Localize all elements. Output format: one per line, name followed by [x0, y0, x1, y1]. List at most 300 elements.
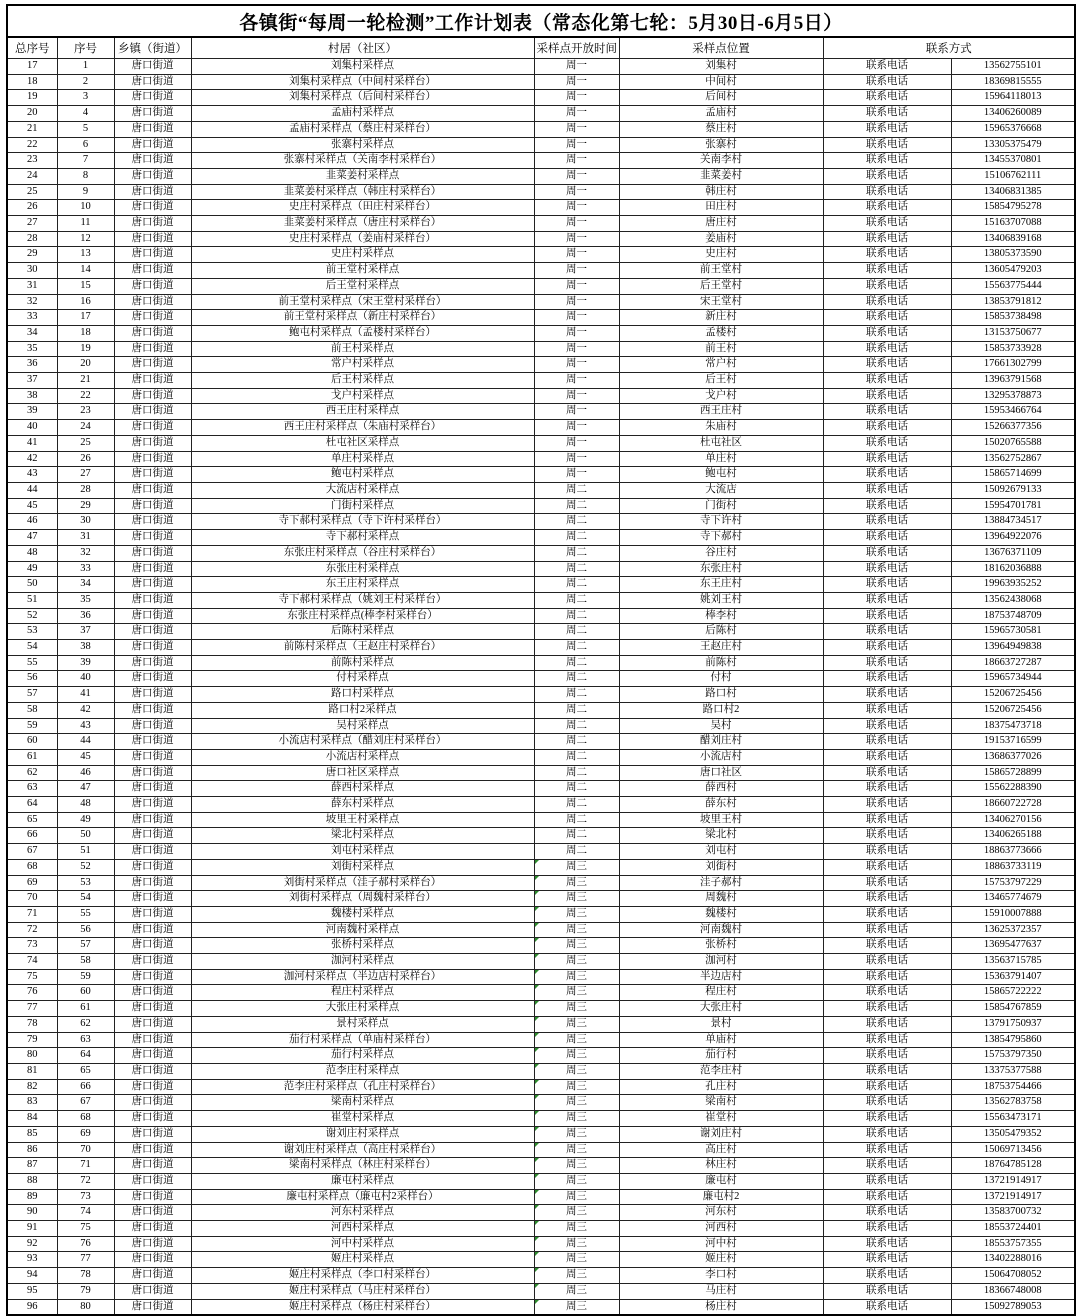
village-site-cell: 东张庄村采样点（谷庄村采样台）: [191, 545, 534, 561]
location-cell: 路口村2: [619, 702, 823, 718]
table-row: [7, 655, 1075, 671]
location-cell: 王赵庄村: [619, 640, 823, 656]
location-cell: 中间村: [619, 74, 823, 90]
table-row: [7, 1079, 1075, 1095]
total-index-cell: 29: [7, 247, 57, 263]
index-cell: 45: [57, 749, 114, 765]
table-row: [7, 1064, 1075, 1080]
day-cell: 周二: [534, 812, 619, 828]
contact-label-cell: 联系电话: [823, 373, 951, 389]
total-index-cell: 73: [7, 938, 57, 954]
location-cell: 关南李村: [619, 153, 823, 169]
location-cell: 景村: [619, 1016, 823, 1032]
day-cell: 周三: [534, 891, 619, 907]
table-row: [7, 1299, 1075, 1315]
township-cell: 唐口街道: [114, 624, 191, 640]
village-site-cell: 孟庙村采样点（蔡庄村采样台）: [191, 121, 534, 137]
day-cell: 周二: [534, 624, 619, 640]
contact-label-cell: 联系电话: [823, 1205, 951, 1221]
total-index-cell: 62: [7, 765, 57, 781]
phone-cell: 15562288390: [951, 781, 1075, 797]
index-cell: 75: [57, 1221, 114, 1237]
day-cell: 周二: [534, 734, 619, 750]
col-header-township: 乡镇（街道）: [114, 37, 191, 59]
phone-cell: 15092789053: [951, 1299, 1075, 1315]
contact-label-cell: 联系电话: [823, 451, 951, 467]
day-cell: 周三: [534, 938, 619, 954]
table-row: [7, 640, 1075, 656]
village-site-cell: 杜屯社区采样点: [191, 435, 534, 451]
total-index-cell: 22: [7, 137, 57, 153]
day-cell: 周一: [534, 325, 619, 341]
day-cell: 周一: [534, 231, 619, 247]
day-cell: 周一: [534, 106, 619, 122]
township-cell: 唐口街道: [114, 969, 191, 985]
index-cell: 48: [57, 797, 114, 813]
contact-label-cell: 联系电话: [823, 1001, 951, 1017]
location-cell: 朱庙村: [619, 420, 823, 436]
contact-label-cell: 联系电话: [823, 844, 951, 860]
township-cell: 唐口街道: [114, 655, 191, 671]
index-cell: 68: [57, 1111, 114, 1127]
location-cell: 寺下郝村: [619, 530, 823, 546]
day-cell: 周二: [534, 514, 619, 530]
township-cell: 唐口街道: [114, 545, 191, 561]
township-cell: 唐口街道: [114, 702, 191, 718]
index-cell: 11: [57, 216, 114, 232]
index-cell: 34: [57, 577, 114, 593]
contact-label-cell: 联系电话: [823, 1283, 951, 1299]
contact-label-cell: 联系电话: [823, 938, 951, 954]
index-cell: 17: [57, 310, 114, 326]
village-site-cell: 张寨村采样点: [191, 137, 534, 153]
location-cell: 后王堂村: [619, 278, 823, 294]
contact-label-cell: 联系电话: [823, 1252, 951, 1268]
village-site-cell: 前陈村采样点: [191, 655, 534, 671]
total-index-cell: 51: [7, 592, 57, 608]
location-cell: 谢刘庄村: [619, 1126, 823, 1142]
index-cell: 51: [57, 844, 114, 860]
total-index-cell: 86: [7, 1142, 57, 1158]
township-cell: 唐口街道: [114, 608, 191, 624]
location-cell: 唐口社区: [619, 765, 823, 781]
village-site-cell: 门街村采样点: [191, 498, 534, 514]
phone-cell: 18753754466: [951, 1079, 1075, 1095]
location-cell: 林庄村: [619, 1158, 823, 1174]
index-cell: 14: [57, 263, 114, 279]
table-row: [7, 1221, 1075, 1237]
location-cell: 棒李村: [619, 608, 823, 624]
index-cell: 39: [57, 655, 114, 671]
total-index-cell: 49: [7, 561, 57, 577]
location-cell: 前王村: [619, 341, 823, 357]
village-site-cell: 小流店村采样点: [191, 749, 534, 765]
village-site-cell: 史庄村采样点: [191, 247, 534, 263]
total-index-cell: 55: [7, 655, 57, 671]
table-row: [7, 1111, 1075, 1127]
index-cell: 70: [57, 1142, 114, 1158]
location-cell: 孔庄村: [619, 1079, 823, 1095]
day-cell: 周二: [534, 781, 619, 797]
total-index-cell: 57: [7, 687, 57, 703]
day-cell: 周三: [534, 1095, 619, 1111]
contact-label-cell: 联系电话: [823, 561, 951, 577]
table-row: [7, 90, 1075, 106]
index-cell: 80: [57, 1299, 114, 1315]
day-cell: 周三: [534, 1016, 619, 1032]
township-cell: 唐口街道: [114, 1158, 191, 1174]
location-cell: 魏楼村: [619, 906, 823, 922]
village-site-cell: 张桥村采样点: [191, 938, 534, 954]
township-cell: 唐口街道: [114, 985, 191, 1001]
index-cell: 30: [57, 514, 114, 530]
phone-cell: 13884734517: [951, 514, 1075, 530]
location-cell: 蔡庄村: [619, 121, 823, 137]
index-cell: 77: [57, 1252, 114, 1268]
location-cell: 河南魏村: [619, 922, 823, 938]
township-cell: 唐口街道: [114, 420, 191, 436]
township-cell: 唐口街道: [114, 388, 191, 404]
contact-label-cell: 联系电话: [823, 184, 951, 200]
village-site-cell: 河西村采样点: [191, 1221, 534, 1237]
day-cell: 周一: [534, 153, 619, 169]
table-row: [7, 608, 1075, 624]
table-row: [7, 1283, 1075, 1299]
location-cell: 半边店村: [619, 969, 823, 985]
township-cell: 唐口街道: [114, 640, 191, 656]
index-cell: 37: [57, 624, 114, 640]
contact-label-cell: 联系电话: [823, 1173, 951, 1189]
total-index-cell: 40: [7, 420, 57, 436]
contact-label-cell: 联系电话: [823, 812, 951, 828]
village-site-cell: 西王庄村采样点（朱庙村采样台）: [191, 420, 534, 436]
day-cell: 周三: [534, 1142, 619, 1158]
location-cell: 小流店村: [619, 749, 823, 765]
total-index-cell: 34: [7, 325, 57, 341]
phone-cell: 13562755101: [951, 59, 1075, 75]
col-header-total-index: 总序号: [7, 37, 57, 59]
index-cell: 55: [57, 906, 114, 922]
location-cell: 姬庄村: [619, 1252, 823, 1268]
total-index-cell: 87: [7, 1158, 57, 1174]
phone-cell: 15953466764: [951, 404, 1075, 420]
total-index-cell: 92: [7, 1236, 57, 1252]
location-cell: 刘屯村: [619, 844, 823, 860]
day-cell: 周二: [534, 640, 619, 656]
table-row: [7, 137, 1075, 153]
contact-label-cell: 联系电话: [823, 294, 951, 310]
township-cell: 唐口街道: [114, 59, 191, 75]
phone-cell: 18553724401: [951, 1221, 1075, 1237]
index-cell: 9: [57, 184, 114, 200]
township-cell: 唐口街道: [114, 765, 191, 781]
contact-label-cell: 联系电话: [823, 341, 951, 357]
total-index-cell: 25: [7, 184, 57, 200]
phone-cell: 15106762111: [951, 168, 1075, 184]
township-cell: 唐口街道: [114, 1064, 191, 1080]
phone-cell: 18663727287: [951, 655, 1075, 671]
location-cell: 廉屯村: [619, 1173, 823, 1189]
index-cell: 66: [57, 1079, 114, 1095]
day-cell: 周一: [534, 341, 619, 357]
contact-label-cell: 联系电话: [823, 608, 951, 624]
township-cell: 唐口街道: [114, 844, 191, 860]
location-cell: 大流店: [619, 482, 823, 498]
total-index-cell: 70: [7, 891, 57, 907]
table-row: [7, 216, 1075, 232]
index-cell: 62: [57, 1016, 114, 1032]
phone-cell: 15753797229: [951, 875, 1075, 891]
index-cell: 35: [57, 592, 114, 608]
phone-cell: 13406831385: [951, 184, 1075, 200]
index-cell: 32: [57, 545, 114, 561]
index-cell: 71: [57, 1158, 114, 1174]
plan-table-body: [7, 59, 1075, 1316]
index-cell: 52: [57, 859, 114, 875]
township-cell: 唐口街道: [114, 922, 191, 938]
table-row: [7, 781, 1075, 797]
index-cell: 29: [57, 498, 114, 514]
day-cell: 周二: [534, 655, 619, 671]
location-cell: 戈户村: [619, 388, 823, 404]
location-cell: 田庄村: [619, 200, 823, 216]
phone-cell: 15163707088: [951, 216, 1075, 232]
day-cell: 周一: [534, 90, 619, 106]
col-header-index: 序号: [57, 37, 114, 59]
township-cell: 唐口街道: [114, 1283, 191, 1299]
contact-label-cell: 联系电话: [823, 545, 951, 561]
day-cell: 周一: [534, 404, 619, 420]
total-index-cell: 17: [7, 59, 57, 75]
index-cell: 8: [57, 168, 114, 184]
index-cell: 61: [57, 1001, 114, 1017]
index-cell: 57: [57, 938, 114, 954]
table-row: [7, 985, 1075, 1001]
phone-cell: 15753797350: [951, 1048, 1075, 1064]
village-site-cell: 孟庙村采样点: [191, 106, 534, 122]
index-cell: 41: [57, 687, 114, 703]
table-row: [7, 184, 1075, 200]
village-site-cell: 常户村采样点: [191, 357, 534, 373]
phone-cell: 18366748008: [951, 1283, 1075, 1299]
village-site-cell: 前王堂村采样点（新庄村采样台）: [191, 310, 534, 326]
township-cell: 唐口街道: [114, 1205, 191, 1221]
total-index-cell: 91: [7, 1221, 57, 1237]
table-row: [7, 1001, 1075, 1017]
contact-label-cell: 联系电话: [823, 467, 951, 483]
index-cell: 53: [57, 875, 114, 891]
location-cell: 孟楼村: [619, 325, 823, 341]
column-header-row: [7, 37, 1075, 59]
phone-cell: 13153750677: [951, 325, 1075, 341]
table-row: [7, 891, 1075, 907]
table-row: [7, 875, 1075, 891]
day-cell: 周一: [534, 278, 619, 294]
table-row: [7, 1016, 1075, 1032]
phone-cell: 18863733119: [951, 859, 1075, 875]
township-cell: 唐口街道: [114, 184, 191, 200]
total-index-cell: 48: [7, 545, 57, 561]
location-cell: 韭菜姜村: [619, 168, 823, 184]
total-index-cell: 68: [7, 859, 57, 875]
township-cell: 唐口街道: [114, 1221, 191, 1237]
phone-cell: 13505479352: [951, 1126, 1075, 1142]
township-cell: 唐口街道: [114, 278, 191, 294]
village-site-cell: 戈户村采样点: [191, 388, 534, 404]
table-row: [7, 765, 1075, 781]
table-row: [7, 247, 1075, 263]
day-cell: 周一: [534, 247, 619, 263]
table-row: [7, 734, 1075, 750]
location-cell: 张寨村: [619, 137, 823, 153]
total-index-cell: 30: [7, 263, 57, 279]
contact-label-cell: 联系电话: [823, 749, 951, 765]
village-site-cell: 梁南村采样点（林庄村采样台）: [191, 1158, 534, 1174]
phone-cell: 13563715785: [951, 954, 1075, 970]
day-cell: 周二: [534, 545, 619, 561]
index-cell: 20: [57, 357, 114, 373]
day-cell: 周一: [534, 294, 619, 310]
contact-label-cell: 联系电话: [823, 1126, 951, 1142]
index-cell: 25: [57, 435, 114, 451]
township-cell: 唐口街道: [114, 1268, 191, 1284]
day-cell: 周三: [534, 1173, 619, 1189]
village-site-cell: 魏楼村采样点: [191, 906, 534, 922]
location-cell: 河中村: [619, 1236, 823, 1252]
contact-label-cell: 联系电话: [823, 168, 951, 184]
township-cell: 唐口街道: [114, 1142, 191, 1158]
total-index-cell: 36: [7, 357, 57, 373]
township-cell: 唐口街道: [114, 514, 191, 530]
contact-label-cell: 联系电话: [823, 1032, 951, 1048]
phone-cell: 13721914917: [951, 1173, 1075, 1189]
contact-label-cell: 联系电话: [823, 1189, 951, 1205]
table-row: [7, 1189, 1075, 1205]
phone-cell: 15865728899: [951, 765, 1075, 781]
township-cell: 唐口街道: [114, 1236, 191, 1252]
phone-cell: 15865714699: [951, 467, 1075, 483]
village-site-cell: 泇河村采样点: [191, 954, 534, 970]
contact-label-cell: 联系电话: [823, 1016, 951, 1032]
total-index-cell: 81: [7, 1064, 57, 1080]
index-cell: 21: [57, 373, 114, 389]
index-cell: 40: [57, 671, 114, 687]
testing-plan-table: [6, 4, 1076, 1316]
day-cell: 周三: [534, 875, 619, 891]
village-site-cell: 小流店村采样点（醋刘庄村采样台）: [191, 734, 534, 750]
day-cell: 周三: [534, 1252, 619, 1268]
township-cell: 唐口街道: [114, 90, 191, 106]
location-cell: 常户村: [619, 357, 823, 373]
contact-label-cell: 联系电话: [823, 74, 951, 90]
contact-label-cell: 联系电话: [823, 859, 951, 875]
contact-label-cell: 联系电话: [823, 765, 951, 781]
total-index-cell: 75: [7, 969, 57, 985]
contact-label-cell: 联系电话: [823, 906, 951, 922]
table-row: [7, 200, 1075, 216]
village-site-cell: 谢刘庄村采样点（高庄村采样台）: [191, 1142, 534, 1158]
village-site-cell: 前王村采样点: [191, 341, 534, 357]
day-cell: 周一: [534, 74, 619, 90]
township-cell: 唐口街道: [114, 121, 191, 137]
phone-cell: 15954701781: [951, 498, 1075, 514]
total-index-cell: 21: [7, 121, 57, 137]
day-cell: 周二: [534, 671, 619, 687]
township-cell: 唐口街道: [114, 561, 191, 577]
index-cell: 1: [57, 59, 114, 75]
location-cell: 薛西村: [619, 781, 823, 797]
location-cell: 后间村: [619, 90, 823, 106]
table-row: [7, 1236, 1075, 1252]
township-cell: 唐口街道: [114, 168, 191, 184]
total-index-cell: 90: [7, 1205, 57, 1221]
location-cell: 孟庙村: [619, 106, 823, 122]
location-cell: 高庄村: [619, 1142, 823, 1158]
village-site-cell: 寺下郝村采样点（姚刘王村采样台）: [191, 592, 534, 608]
township-cell: 唐口街道: [114, 325, 191, 341]
village-site-cell: 梁北村采样点: [191, 828, 534, 844]
col-header-village: 村居（社区）: [191, 37, 534, 59]
total-index-cell: 44: [7, 482, 57, 498]
phone-cell: 15563775444: [951, 278, 1075, 294]
total-index-cell: 72: [7, 922, 57, 938]
township-cell: 唐口街道: [114, 263, 191, 279]
table-row: [7, 545, 1075, 561]
total-index-cell: 85: [7, 1126, 57, 1142]
index-cell: 42: [57, 702, 114, 718]
total-index-cell: 24: [7, 168, 57, 184]
index-cell: 4: [57, 106, 114, 122]
table-row: [7, 749, 1075, 765]
total-index-cell: 84: [7, 1111, 57, 1127]
total-index-cell: 28: [7, 231, 57, 247]
village-site-cell: 韭菜姜村采样点: [191, 168, 534, 184]
index-cell: 12: [57, 231, 114, 247]
contact-label-cell: 联系电话: [823, 357, 951, 373]
contact-label-cell: 联系电话: [823, 1079, 951, 1095]
phone-cell: 13791750937: [951, 1016, 1075, 1032]
title-row: [7, 5, 1075, 37]
township-cell: 唐口街道: [114, 875, 191, 891]
phone-cell: 13805373590: [951, 247, 1075, 263]
phone-cell: 18863773666: [951, 844, 1075, 860]
index-cell: 3: [57, 90, 114, 106]
contact-label-cell: 联系电话: [823, 828, 951, 844]
contact-label-cell: 联系电话: [823, 1064, 951, 1080]
phone-cell: 13406270156: [951, 812, 1075, 828]
location-cell: 坡里王村: [619, 812, 823, 828]
contact-label-cell: 联系电话: [823, 200, 951, 216]
location-cell: 姚刘王村: [619, 592, 823, 608]
day-cell: 周一: [534, 216, 619, 232]
township-cell: 唐口街道: [114, 891, 191, 907]
location-cell: 西王庄村: [619, 404, 823, 420]
table-row: [7, 1205, 1075, 1221]
village-site-cell: 唐口社区采样点: [191, 765, 534, 781]
index-cell: 73: [57, 1189, 114, 1205]
phone-cell: 13305375479: [951, 137, 1075, 153]
day-cell: 周二: [534, 765, 619, 781]
township-cell: 唐口街道: [114, 828, 191, 844]
day-cell: 周三: [534, 969, 619, 985]
phone-cell: 13406265188: [951, 828, 1075, 844]
village-site-cell: 谢刘庄村采样点: [191, 1126, 534, 1142]
table-row: [7, 671, 1075, 687]
location-cell: 洼子郝村: [619, 875, 823, 891]
contact-label-cell: 联系电话: [823, 1299, 951, 1315]
table-row: [7, 357, 1075, 373]
table-row: [7, 388, 1075, 404]
